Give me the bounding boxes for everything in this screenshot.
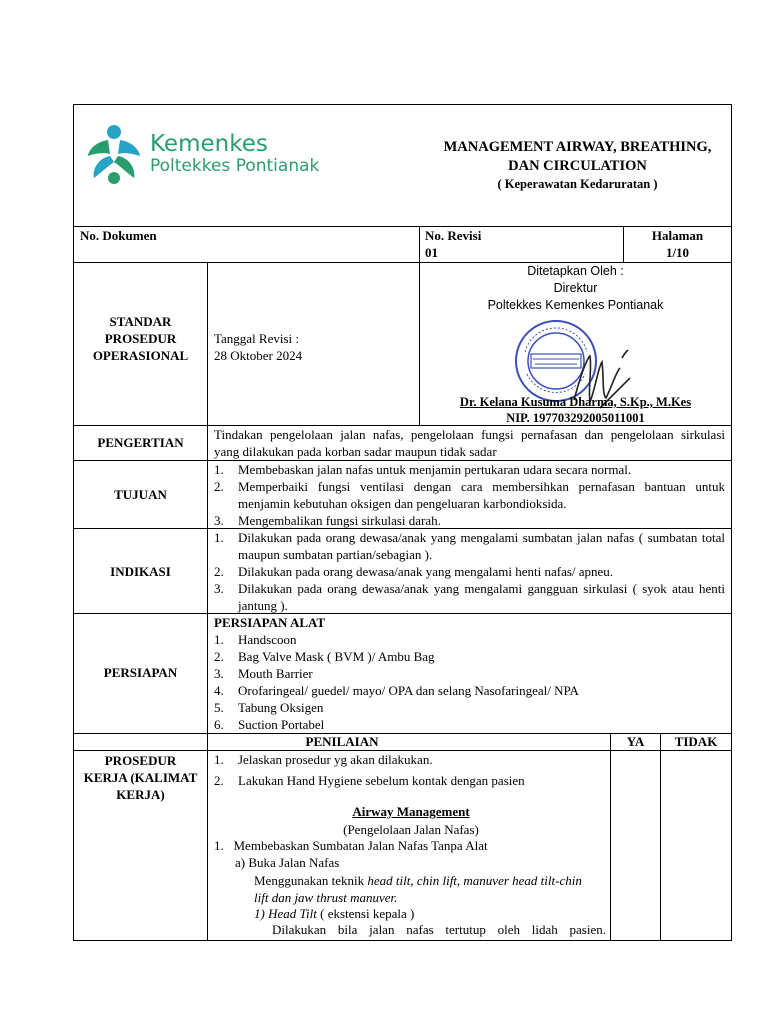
head-tilt-description: Dilakukan bila jalan nafas tertutup oleh lidah pasien. bbox=[272, 922, 606, 937]
prosedur-steps bbox=[214, 751, 608, 789]
document-title bbox=[420, 138, 735, 176]
col-divider bbox=[610, 733, 611, 941]
title-line-2: DAN CIRCULATION bbox=[508, 158, 647, 174]
list-text: Handscoon bbox=[238, 632, 297, 647]
tanggal-revisi-label: Tanggal Revisi : bbox=[214, 331, 300, 346]
direktur-text: Direktur bbox=[553, 281, 598, 295]
sop-label bbox=[74, 313, 207, 364]
list-item bbox=[214, 682, 725, 699]
list-item bbox=[214, 512, 725, 529]
title-line-1: MANAGEMENT AIRWAY, BREATHING, bbox=[443, 139, 712, 155]
airway-title-text: Airway Management bbox=[352, 804, 470, 819]
list-item bbox=[214, 716, 725, 733]
sop-label-line-2: PROSEDUR bbox=[104, 331, 177, 346]
list-number: 6. bbox=[214, 717, 224, 732]
substep-1: 1. Membebaskan Sumbatan Jalan Nafas Tanpa Alat bbox=[214, 838, 488, 853]
ditetapkan-text: Ditetapkan Oleh : bbox=[527, 264, 624, 278]
head-tilt-label: Head Tilt bbox=[268, 906, 317, 921]
no-dokumen-label: No. Dokumen bbox=[80, 228, 157, 243]
list-text: Membebaskan jalan nafas untuk menjamin pertukaran udara secara normal. bbox=[238, 462, 632, 477]
ya-header: YA bbox=[626, 734, 645, 749]
substep-1a-line-1 bbox=[254, 872, 606, 889]
pengertian-line-1: Tindakan pengelolaan jalan nafas, pengelolaan fungsi pernafasan dan pengelolaan sirkulasi bbox=[214, 427, 725, 442]
head-tilt-num: 1) bbox=[254, 906, 265, 921]
signer-name-text: Dr. Kelana Kusuma Dharma, S.Kp., M.Kes bbox=[459, 395, 692, 409]
penilaian-header: PENILAIAN bbox=[305, 734, 379, 749]
airway-title bbox=[214, 804, 608, 820]
list-number: 2. bbox=[214, 479, 224, 494]
logo-subtitle: Poltekkes Pontianak bbox=[150, 156, 320, 176]
list-text: Memperbaiki fungsi ventilasi dengan cara membersihkan pernafasan bantuan untuk menjamin kebutuhan oksigen dan pengeluaran karbondioksida. bbox=[238, 479, 725, 511]
list-item bbox=[214, 563, 725, 580]
list-text: Jelaskan prosedur yg akan dilakukan. bbox=[238, 752, 433, 767]
list-number: 2. bbox=[214, 564, 224, 579]
substep-1a-italic-1: head tilt, chin lift, manuver head tilt-chin bbox=[367, 873, 582, 888]
list-number: 2. bbox=[214, 649, 224, 664]
list-item bbox=[214, 461, 725, 478]
list-item bbox=[214, 580, 725, 614]
substep-1a-pre: Menggunakan teknik bbox=[254, 873, 368, 888]
prosedur-label-line-3: KERJA) bbox=[116, 787, 165, 802]
halaman-label: Halaman bbox=[651, 228, 704, 243]
signer-name bbox=[420, 395, 731, 410]
airway-subtitle: (Pengelolaan Jalan Nafas) bbox=[343, 822, 479, 837]
institusi-text: Poltekkes Kemenkes Pontianak bbox=[487, 298, 664, 312]
document-subtitle: ( Keperawatan Kedaruratan ) bbox=[497, 177, 658, 191]
tanggal-revisi-value: 28 Oktober 2024 bbox=[214, 348, 303, 363]
approval-block bbox=[420, 263, 731, 314]
list-item bbox=[214, 699, 725, 716]
no-revisi-label: No. Revisi bbox=[425, 228, 482, 243]
sop-label-line-1: STANDAR bbox=[109, 314, 172, 329]
table-border-right bbox=[731, 104, 732, 941]
substep-1a-line-2 bbox=[254, 889, 606, 906]
col-divider bbox=[207, 262, 208, 426]
list-number: 1. bbox=[214, 752, 224, 767]
list-number: 1. bbox=[214, 530, 224, 545]
no-revisi-value: 01 bbox=[425, 245, 438, 260]
persiapan-label: PERSIAPAN bbox=[103, 665, 178, 680]
indikasi-list bbox=[214, 529, 725, 614]
tidak-header: TIDAK bbox=[674, 734, 718, 749]
signer-nip: NIP. 197703292005011001 bbox=[506, 411, 645, 425]
list-number: 1. bbox=[214, 632, 224, 647]
col-divider bbox=[419, 226, 420, 263]
logo-title: Kemenkes bbox=[150, 131, 268, 157]
list-number: 2. bbox=[214, 773, 224, 788]
col-divider bbox=[660, 733, 661, 941]
sop-label-line-3: OPERASIONAL bbox=[92, 348, 189, 363]
persiapan-heading: PERSIAPAN ALAT bbox=[214, 615, 326, 630]
prosedur-label bbox=[74, 752, 207, 803]
list-number: 3. bbox=[214, 581, 224, 596]
list-number: 5. bbox=[214, 700, 224, 715]
head-tilt-rest: ( ekstensi kepala ) bbox=[316, 906, 415, 921]
list-item bbox=[214, 478, 725, 512]
list-number: 4. bbox=[214, 683, 224, 698]
table-border-left bbox=[73, 104, 74, 941]
list-text: Tabung Oksigen bbox=[238, 700, 324, 715]
prosedur-label-line-1: PROSEDUR bbox=[104, 753, 177, 768]
kemenkes-logo-icon bbox=[84, 122, 144, 186]
substep-1a-italic-2: lift dan jaw thrust manuver. bbox=[254, 890, 398, 905]
list-text: Dilakukan pada orang dewasa/anak yang mengalami gangguan sirkulasi ( syok atau henti jantung ). bbox=[238, 581, 725, 613]
list-text: Mengembalikan fungsi sirkulasi darah. bbox=[238, 513, 441, 528]
tujuan-list bbox=[214, 461, 725, 529]
pengertian-label: PENGERTIAN bbox=[97, 435, 184, 450]
row-divider bbox=[73, 226, 732, 227]
table-border-top bbox=[73, 104, 732, 105]
list-item bbox=[214, 631, 725, 648]
col-divider bbox=[207, 425, 208, 941]
substep-1a-text bbox=[254, 872, 606, 906]
list-text: Lakukan Hand Hygiene sebelum kontak dengan pasien bbox=[238, 773, 525, 788]
list-text: Suction Portabel bbox=[238, 717, 325, 732]
list-text: Bag Valve Mask ( BVM )/ Ambu Bag bbox=[238, 649, 435, 664]
tanggal-revisi bbox=[214, 330, 302, 364]
substep-1a: a) Buka Jalan Nafas bbox=[235, 855, 340, 870]
pengertian-text bbox=[214, 426, 725, 460]
list-text: Orofaringeal/ guedel/ mayo/ OPA dan selang Nasofaringeal/ NPA bbox=[238, 683, 579, 698]
list-item bbox=[214, 648, 725, 665]
indikasi-label: INDIKASI bbox=[110, 564, 171, 579]
tujuan-label: TUJUAN bbox=[114, 487, 167, 502]
table-border-bottom bbox=[73, 940, 732, 941]
list-number: 1. bbox=[214, 462, 224, 477]
list-text: Dilakukan pada orang dewasa/anak yang mengalami sumbatan jalan nafas ( sumbatan total maupun sumbatan partian/sebagian ). bbox=[238, 530, 725, 562]
list-item bbox=[214, 665, 725, 682]
prosedur-label-line-2: KERJA (KALIMAT bbox=[83, 770, 198, 785]
persiapan-content bbox=[214, 614, 725, 733]
list-item bbox=[214, 772, 608, 789]
pengertian-line-2: yang dilakukan pada korban sadar maupun tidak sadar bbox=[214, 444, 497, 459]
list-item bbox=[214, 529, 725, 563]
list-text: Dilakukan pada orang dewasa/anak yang mengalami henti nafas/ apneu. bbox=[238, 564, 614, 579]
list-item bbox=[214, 751, 608, 768]
list-text: Mouth Barrier bbox=[238, 666, 313, 681]
list-number: 3. bbox=[214, 666, 224, 681]
list-number: 3. bbox=[214, 513, 224, 528]
head-tilt-step bbox=[254, 906, 414, 922]
halaman-value: 1/10 bbox=[665, 245, 690, 260]
